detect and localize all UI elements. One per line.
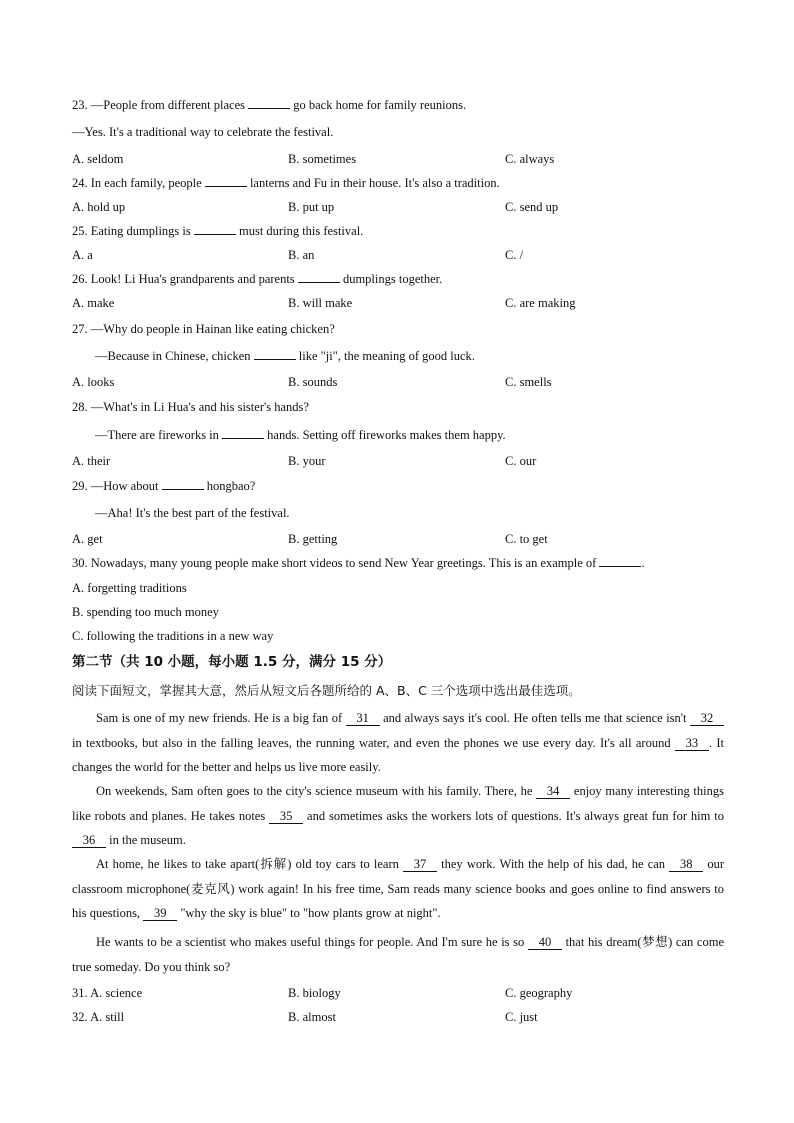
passage-paragraph-2: On weekends, Sam often goes to the city's science museum with his family. There, he 34 enjoy many interesting things like robots and planes. He takes notes 35 and sometimes asks the workers lots of questions. It's always great fun for him to 36 in the museum. xyxy=(72,784,724,847)
question-29-option-b: B. getting xyxy=(288,532,338,546)
question-28-reply: —There are fireworks in hands. Setting off fireworks makes them happy. xyxy=(95,428,506,442)
question-23-option-c: C. always xyxy=(505,152,555,166)
cloze-blank-35: 35 xyxy=(269,810,303,824)
cloze-blank-33: 33 xyxy=(675,737,709,751)
question-30-option-c: C. following the traditions in a new way xyxy=(72,629,274,643)
answer-blank xyxy=(162,478,204,490)
question-25-option-a: A. a xyxy=(72,248,93,262)
question-30-option-a: A. forgetting traditions xyxy=(72,581,187,595)
question-25-stem: 25. Eating dumplings is must during this festival. xyxy=(72,224,364,238)
question-27-stem: 27. —Why do people in Hainan like eating chicken? xyxy=(72,322,335,336)
question-27-option-c: C. smells xyxy=(505,375,552,389)
answer-blank xyxy=(254,348,296,360)
cloze-blank-40: 40 xyxy=(528,936,562,950)
question-26-stem: 26. Look! Li Hua's grandparents and parents dumplings together. xyxy=(72,272,443,286)
question-31-option-a: 31. A. science xyxy=(72,986,143,1000)
answer-blank xyxy=(298,271,340,283)
question-24-option-c: C. send up xyxy=(505,200,559,214)
question-23-reply: —Yes. It's a traditional way to celebrate the festival. xyxy=(72,125,334,139)
question-30-stem: 30. Nowadays, many young people make short videos to send New Year greetings. This is an example of . xyxy=(72,556,645,570)
question-23-option-a: A. seldom xyxy=(72,152,124,166)
question-24-option-b: B. put up xyxy=(288,200,335,214)
section-title: 第二节（共 10 小题，每小题 1.5 分，满分 15 分） xyxy=(72,654,392,670)
cloze-blank-36: 36 xyxy=(72,834,106,848)
passage-paragraph-1: Sam is one of my new friends. He is a big fan of 31 and always says it's cool. He often tells me that science isn't 32 in textbooks, but also in the falling leaves, the running water, and even the phones we use every day. It's all around 33 . It changes the world for the better and helps us live more easily. xyxy=(72,711,724,774)
question-29-stem: 29. —How about hongbao? xyxy=(72,479,256,493)
question-28-option-a: A. their xyxy=(72,454,111,468)
cloze-blank-32: 32 xyxy=(690,712,724,726)
question-30-option-b: B. spending too much money xyxy=(72,605,219,619)
question-27-option-b: B. sounds xyxy=(288,375,338,389)
cloze-blank-31: 31 xyxy=(346,712,380,726)
question-26-option-b: B. will make xyxy=(288,296,353,310)
cloze-blank-39: 39 xyxy=(143,907,177,921)
question-27-reply: —Because in Chinese, chicken like "ji", the meaning of good luck. xyxy=(95,349,475,363)
question-28-option-c: C. our xyxy=(505,454,537,468)
answer-blank xyxy=(194,223,236,235)
section-instruction: 阅读下面短文，掌握其大意，然后从短文后各题所给的 A、B、C 三个选项中选出最佳选项。 xyxy=(72,683,581,698)
passage-paragraph-3: At home, he likes to take apart(拆解) old toy cars to learn 37 they work. With the help of his dad, he can 38 our classroom microphone(麦克风) work again! In his free time, Sam reads many science books and goes online to find answers to his questions, 39 "why the sky is blue" to "how plants grow at night". xyxy=(72,857,724,920)
cloze-blank-34: 34 xyxy=(536,785,570,799)
question-29-option-c: C. to get xyxy=(505,532,548,546)
passage-paragraph-4: He wants to be a scientist who makes useful things for people. And I'm sure he is so 40 that his dream(梦想) can come true someday. Do you think so? xyxy=(72,935,724,974)
question-32-option-b: B. almost xyxy=(288,1010,336,1024)
cloze-blank-38: 38 xyxy=(669,858,703,872)
question-29-reply: —Aha! It's the best part of the festival. xyxy=(95,506,290,520)
question-26-option-c: C. are making xyxy=(505,296,576,310)
question-27-option-a: A. looks xyxy=(72,375,115,389)
question-29-option-a: A. get xyxy=(72,532,103,546)
question-23-option-b: B. sometimes xyxy=(288,152,357,166)
question-28-stem: 28. —What's in Li Hua's and his sister's hands? xyxy=(72,400,309,414)
question-32-option-a: 32. A. still xyxy=(72,1010,125,1024)
question-28-option-b: B. your xyxy=(288,454,326,468)
answer-blank xyxy=(248,97,290,109)
question-26-option-a: A. make xyxy=(72,296,115,310)
answer-blank xyxy=(205,175,247,187)
question-31-option-b: B. biology xyxy=(288,986,341,1000)
question-25-option-b: B. an xyxy=(288,248,315,262)
answer-blank xyxy=(222,427,264,439)
question-23-stem: 23. —People from different places go back home for family reunions. xyxy=(72,98,467,112)
question-25-option-c: C. / xyxy=(505,248,524,262)
question-31-option-c: C. geography xyxy=(505,986,573,1000)
cloze-blank-37: 37 xyxy=(403,858,437,872)
question-24-option-a: A. hold up xyxy=(72,200,126,214)
answer-blank xyxy=(599,555,641,567)
question-24-stem: 24. In each family, people lanterns and Fu in their house. It's also a tradition. xyxy=(72,176,500,190)
question-32-option-c: C. just xyxy=(505,1010,538,1024)
